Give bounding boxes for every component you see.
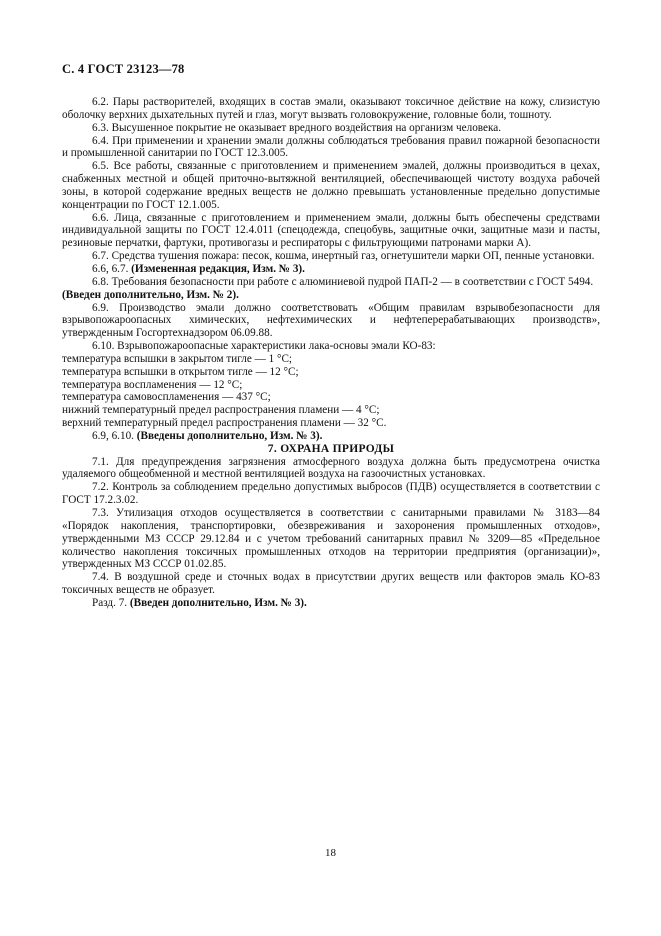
amendment-note-text: (Введен дополнительно, Изм. № 3).	[129, 596, 307, 609]
paragraph-6-6: 6.6. Лица, связанные с приготовлением и применением эмали, должны быть обеспечены средствами индивидуальной защиты по ГОСТ 12.4.011 (спецодежда, спецобувь, защитные очки, защитные мази и пасты, резиновые перчатки, фартуки, противогазы и респираторы с фильтрующими патронами марки А).	[62, 211, 600, 250]
characteristic-item: нижний температурный предел распространения пламени — 4 °С;	[62, 404, 380, 417]
amendment-note-6-9-6-10	[62, 430, 600, 443]
paragraph-6-4: 6.4. При применении и хранении эмали должны соблюдаться требования правил пожарной безопасности и промышленной санитарии по ГОСТ 12.3.005.	[62, 134, 600, 160]
amendment-note-prefix: Разд. 7.	[92, 596, 128, 609]
paragraph-6-8: 6.8. Требования безопасности при работе с алюминиевой пудрой ПАП-2 — в соответствии с ГОСТ 5494.	[92, 275, 594, 288]
amendment-note-section-7	[62, 597, 600, 610]
page-number: 18	[325, 847, 336, 859]
amendment-note-6-6-6-7	[62, 263, 600, 276]
characteristic-item: температура вспышки в открытом тигле — 12 °С;	[62, 365, 299, 378]
amendment-note-text: (Измененная редакция, Изм. № 3).	[131, 262, 305, 275]
paragraph-6-7: 6.7. Средства тушения пожара: песок, кошма, инертный газ, огнетушители марки ОП, пенные установки.	[92, 250, 595, 263]
paragraph-6-9: 6.9. Производство эмали должно соответствовать «Общим правилам взрывобезопасности для взрывопожароопасных химических, нефтехимических и нефтеперерабатывающих производств», утвержденным Госгортехнадзором 06.09.88.	[62, 301, 600, 340]
amendment-note-text: (Введены дополнительно, Изм. № 3).	[136, 429, 323, 442]
paragraph-7-2: 7.2. Контроль за соблюдением предельно допустимых выбросов (ПДВ) осуществляется в соответствии с ГОСТ 17.2.3.02.	[62, 481, 600, 507]
amendment-note-6-8: (Введен дополнительно, Изм. № 2).	[62, 288, 239, 301]
document-body	[62, 96, 600, 610]
section-title-7: 7. ОХРАНА ПРИРОДЫ	[267, 442, 395, 455]
paragraph-7-1: 7.1. Для предупреждения загрязнения атмосферного воздуха должна быть предусмотрена очистка удаляемого общеобменной и местной вентиляцией воздуха на газоочистных установках.	[62, 455, 600, 481]
characteristic-item: температура воспламенения — 12 °С;	[62, 378, 243, 391]
page-header: С. 4 ГОСТ 23123—78	[62, 62, 185, 76]
characteristic-item: температура вспышки в закрытом тигле — 1 °С;	[62, 352, 293, 365]
paragraph-6-3: 6.3. Высушенное покрытие не оказывает вредного воздействия на организм человека.	[92, 121, 502, 134]
paragraph-6-2: 6.2. Пары растворителей, входящих в состав эмали, оказывают токсичное действие на кожу, слизистую оболочку верхних дыхательных путей и глаз, могут вызвать головокружение, головные боли, тошноту.	[62, 96, 600, 121]
paragraph-7-3: 7.3. Утилизация отходов осуществляется в соответствии с санитарными правилами № 3183—84 «Порядок накопления, транспортировки, обезвреживания и захоронения промышленных отходов», утвержденными МЗ СССР 29.12.84 и с учетом требований санитарных правил № 3209—85 «Предельное количество накопления токсичных промышленных отходов на территории предприятия (организации)», утвержденных МЗ СССР 01.02.85.	[62, 507, 600, 571]
paragraph-6-5: 6.5. Все работы, связанные с приготовлением и применением эмалей, должны производиться в цехах, снабженных местной и общей приточно-вытяжной вентиляцией, обеспечивающей чистоту воздуха рабочей зоны, в которой содержание вредных веществ не должно превышать установленные предельно допустимые концентрации по ГОСТ 12.1.005.	[62, 160, 600, 211]
paragraph-7-4: 7.4. В воздушной среде и сточных водах в присутствии других веществ или факторов эмаль КО-83 токсичных веществ не образует.	[62, 571, 600, 597]
paragraph-6-10: 6.10. Взрывопожароопасные характеристики лака-основы эмали КО-83:	[92, 340, 436, 353]
amendment-note-prefix: 6.9, 6.10.	[92, 429, 134, 442]
characteristic-item: верхний температурный предел распространения пламени — 32 °С.	[62, 417, 387, 430]
characteristic-item: температура самовоспламенения — 437 °С;	[62, 391, 271, 404]
amendment-note-prefix: 6.6, 6.7.	[92, 262, 129, 275]
